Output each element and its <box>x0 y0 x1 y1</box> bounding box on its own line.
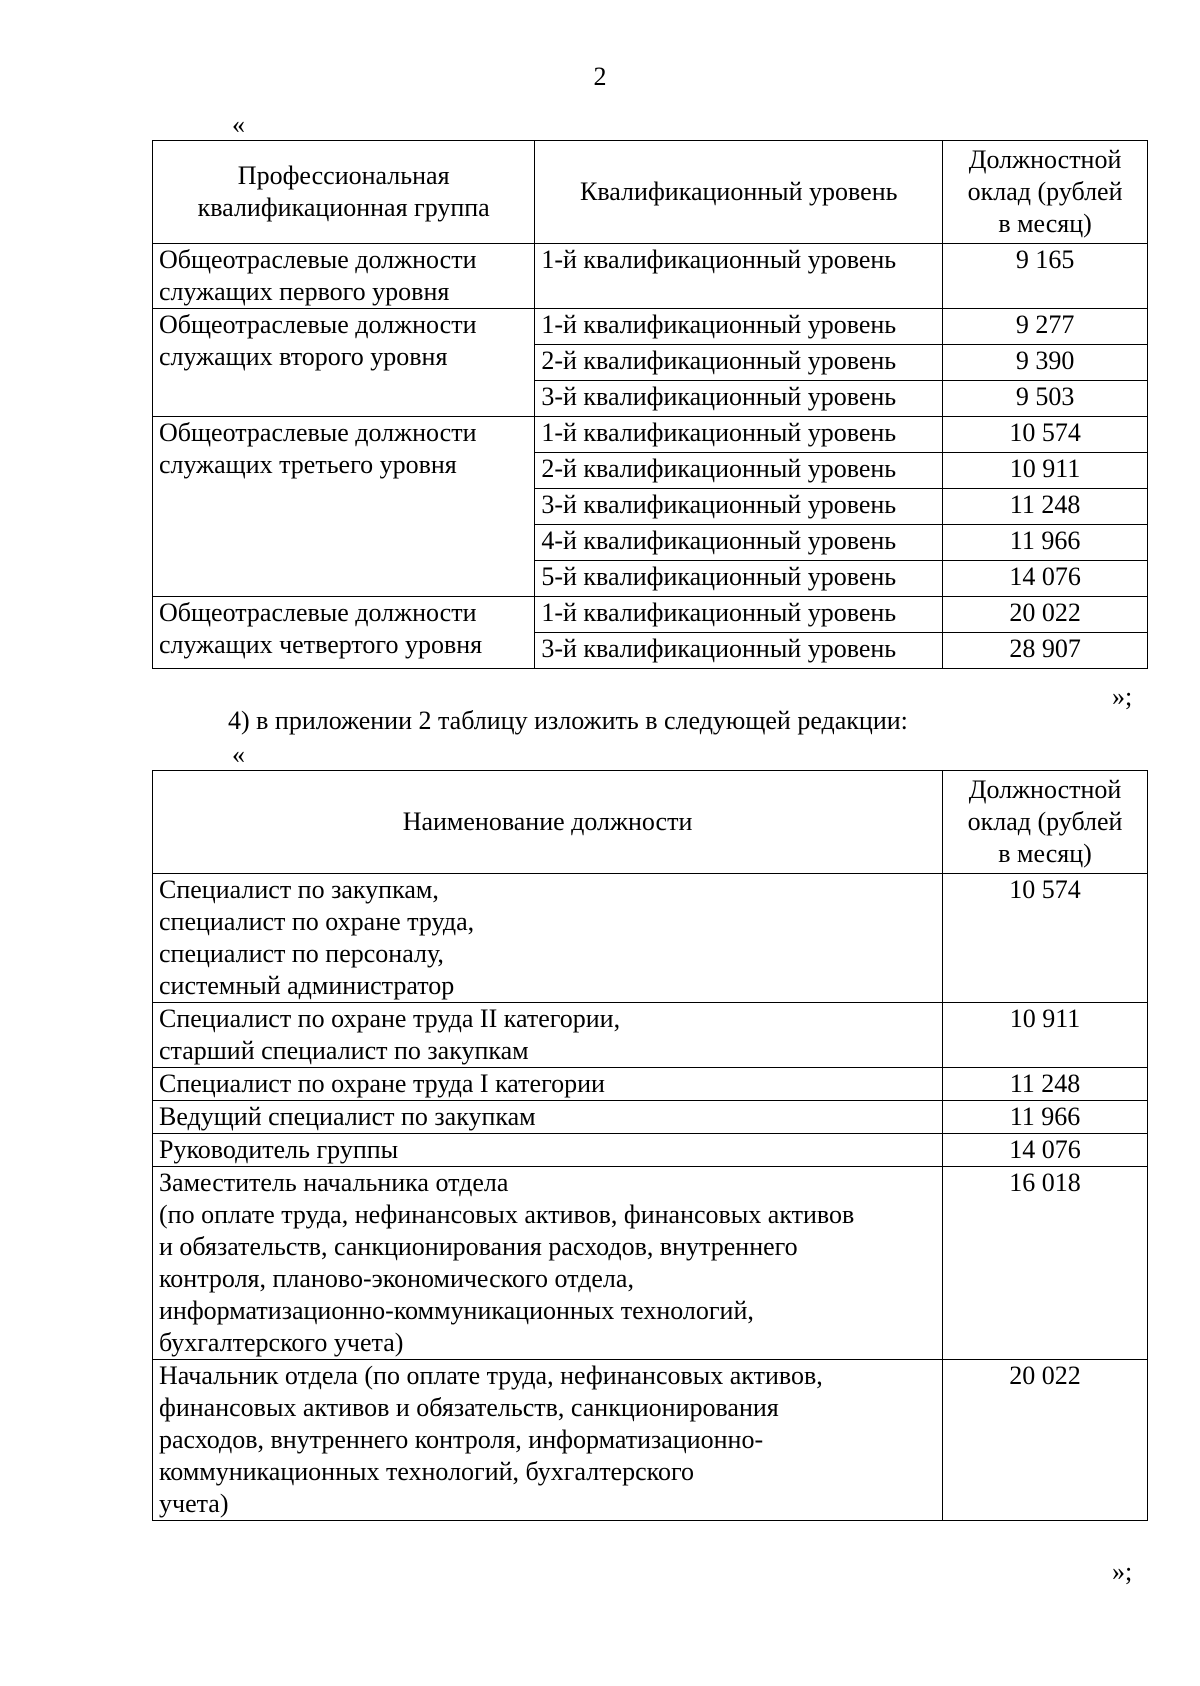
header-qualification-level: Квалификационный уровень <box>535 141 943 244</box>
qualification-level-cell: 2-й квалификационный уровень <box>535 453 943 489</box>
position-name-cell: Специалист по закупкам, специалист по охране труда, специалист по персоналу, системный администратор <box>153 874 943 1003</box>
table-row <box>153 1003 1148 1068</box>
qualification-salary-table <box>152 140 1148 669</box>
salary-cell: 10 574 <box>943 874 1148 1003</box>
opening-quote: « <box>232 110 245 139</box>
table-row <box>153 417 1148 453</box>
position-name-cell: Заместитель начальника отдела (по оплате труда, нефинансовых активов, финансовых активов и обязательств, санкционирования расходов, внутреннего контроля, планово-экономического отдела, информатизационно-коммуникационных технологий, бухгалтерского учета) <box>153 1167 943 1360</box>
position-name-cell: Специалист по охране труда I категории <box>153 1068 943 1101</box>
qualification-level-cell: 3-й квалификационный уровень <box>535 489 943 525</box>
qualification-level-cell: 1-й квалификационный уровень <box>535 244 943 309</box>
table-row <box>153 1360 1148 1521</box>
qualification-group-cell: Общеотраслевые должности служащих второго уровня <box>153 309 535 417</box>
salary-cell: 9 165 <box>943 244 1148 309</box>
salary-cell: 9 503 <box>943 381 1148 417</box>
page-number: 2 <box>593 62 607 91</box>
qualification-level-cell: 1-й квалификационный уровень <box>535 309 943 345</box>
qualification-level-cell: 5-й квалификационный уровень <box>535 561 943 597</box>
qualification-group-cell: Общеотраслевые должности служащих первого уровня <box>153 244 535 309</box>
salary-cell: 10 911 <box>943 1003 1148 1068</box>
table-row <box>153 1134 1148 1167</box>
table-row <box>153 244 1148 309</box>
header-salary: Должностной оклад (рублей в месяц) <box>943 141 1148 244</box>
table-row <box>153 1167 1148 1360</box>
table-row <box>153 309 1148 345</box>
salary-cell: 11 248 <box>943 489 1148 525</box>
qualification-group-cell: Общеотраслевые должности служащих четвертого уровня <box>153 597 535 669</box>
position-name-cell: Специалист по охране труда II категории, старший специалист по закупкам <box>153 1003 943 1068</box>
salary-cell: 14 076 <box>943 561 1148 597</box>
position-name-cell: Начальник отдела (по оплате труда, нефинансовых активов, финансовых активов и обязательств, санкционирования расходов, внутреннего контроля, информатизационно- коммуникационных технологий, бухгалтерского учета) <box>153 1360 943 1521</box>
closing-quote: »; <box>1112 682 1133 711</box>
header-salary-2: Должностной оклад (рублей в месяц) <box>943 771 1148 874</box>
position-name-cell: Руководитель группы <box>153 1134 943 1167</box>
table-row <box>153 1068 1148 1101</box>
closing-quote-2: »; <box>1112 1557 1133 1586</box>
qualification-level-cell: 1-й квалификационный уровень <box>535 417 943 453</box>
qualification-level-cell: 2-й квалификационный уровень <box>535 345 943 381</box>
table-row <box>153 874 1148 1003</box>
header-qualification-group: Профессиональная квалификационная группа <box>153 141 535 244</box>
salary-cell: 11 966 <box>943 1101 1148 1134</box>
salary-cell: 9 277 <box>943 309 1148 345</box>
header-position-name: Наименование должности <box>153 771 943 874</box>
qualification-level-cell: 4-й квалификационный уровень <box>535 525 943 561</box>
salary-cell: 16 018 <box>943 1167 1148 1360</box>
qualification-level-cell: 3-й квалификационный уровень <box>535 381 943 417</box>
salary-cell: 20 022 <box>943 1360 1148 1521</box>
qualification-level-cell: 1-й квалификационный уровень <box>535 597 943 633</box>
salary-cell: 28 907 <box>943 633 1148 669</box>
salary-cell: 10 574 <box>943 417 1148 453</box>
salary-cell: 11 248 <box>943 1068 1148 1101</box>
salary-cell: 11 966 <box>943 525 1148 561</box>
position-salary-table <box>152 770 1148 1521</box>
table-row <box>153 597 1148 633</box>
salary-cell: 14 076 <box>943 1134 1148 1167</box>
qualification-level-cell: 3-й квалификационный уровень <box>535 633 943 669</box>
qualification-group-cell: Общеотраслевые должности служащих третьего уровня <box>153 417 535 597</box>
opening-quote-2: « <box>232 740 245 769</box>
salary-cell: 20 022 <box>943 597 1148 633</box>
position-name-cell: Ведущий специалист по закупкам <box>153 1101 943 1134</box>
amendment-paragraph: 4) в приложении 2 таблицу изложить в следующей редакции: <box>228 706 908 735</box>
salary-cell: 10 911 <box>943 453 1148 489</box>
salary-cell: 9 390 <box>943 345 1148 381</box>
table-row <box>153 1101 1148 1134</box>
